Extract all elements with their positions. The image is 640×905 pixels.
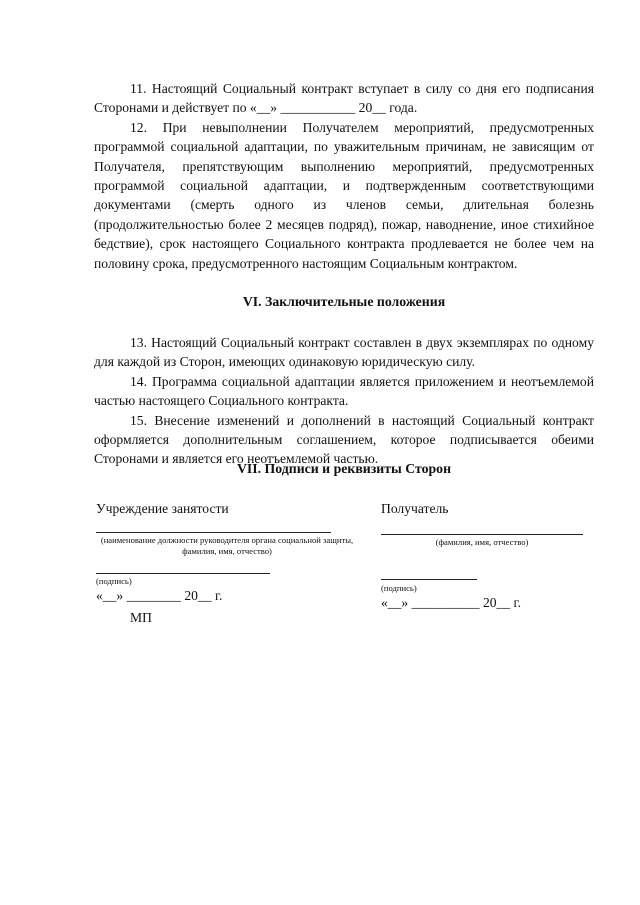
stamp-place: МП (130, 610, 152, 625)
left-signature-line (96, 573, 270, 574)
right-name-line (381, 534, 583, 535)
right-signature-line (381, 579, 477, 580)
right-date-field: «__» __________ 20__ г. (381, 595, 521, 610)
section5-continued (94, 79, 594, 273)
paragraph-15: 15. Внесение изменений и дополнений в настоящий Социальный контракт оформляется дополнительным соглашением, которое подписывается обеими Сторонами и является его неотъемлемой частью. (94, 412, 594, 467)
paragraph-12: 12. При невыполнении Получателем мероприятий, предусмотренных программой социальной адаптации, по уважительным причинам, не зависящим от Получателя, препятствующим выполнению мероприятий, предусмотренных программой социальной адаптации, и подтвержденным соответствующими документами (смерть одного из членов семьи, длительная болезнь (продолжительностью более 2 месяцев подряд), пожар, наводнение, иное стихийное бедствие), срок настоящего Социального контракта продлевается не более чем на половину срока, предусмотренного настоящим Социальным контрактом. (94, 119, 594, 271)
right-name-caption: (фамилия, имя, отчество) (435, 537, 529, 547)
right-signature-caption: (подпись) (381, 583, 417, 593)
section7-heading: VII. Подписи и реквизиты Сторон (236, 461, 452, 476)
left-party-label: Учреждение занятости (96, 501, 229, 516)
paragraph-14: 14. Программа социальной адаптации является приложением и неотъемлемой частью настоящего Социального контракта. (94, 373, 594, 409)
left-date-field: «__» ________ 20__ г. (96, 588, 223, 603)
section6-heading: VI. Заключительные положения (242, 294, 446, 309)
left-position-caption: (наименование должности руководителя органа социальной защиты, фамилия, имя, отчество) (100, 535, 354, 556)
right-party-label: Получатель (381, 501, 449, 516)
section6-body (94, 333, 594, 469)
paragraph-13: 13. Настоящий Социальный контракт составлен в двух экземплярах по одному для каждой из Сторон, имеющих одинаковую юридическую силу. (94, 335, 594, 370)
paragraph-11: 11. Настоящий Социальный контракт вступает в силу со дня его подписания Сторонами и действует по «__» ___________ 20__ года. (94, 81, 594, 116)
left-signature-caption: (подпись) (96, 576, 132, 586)
left-position-line (96, 532, 331, 533)
